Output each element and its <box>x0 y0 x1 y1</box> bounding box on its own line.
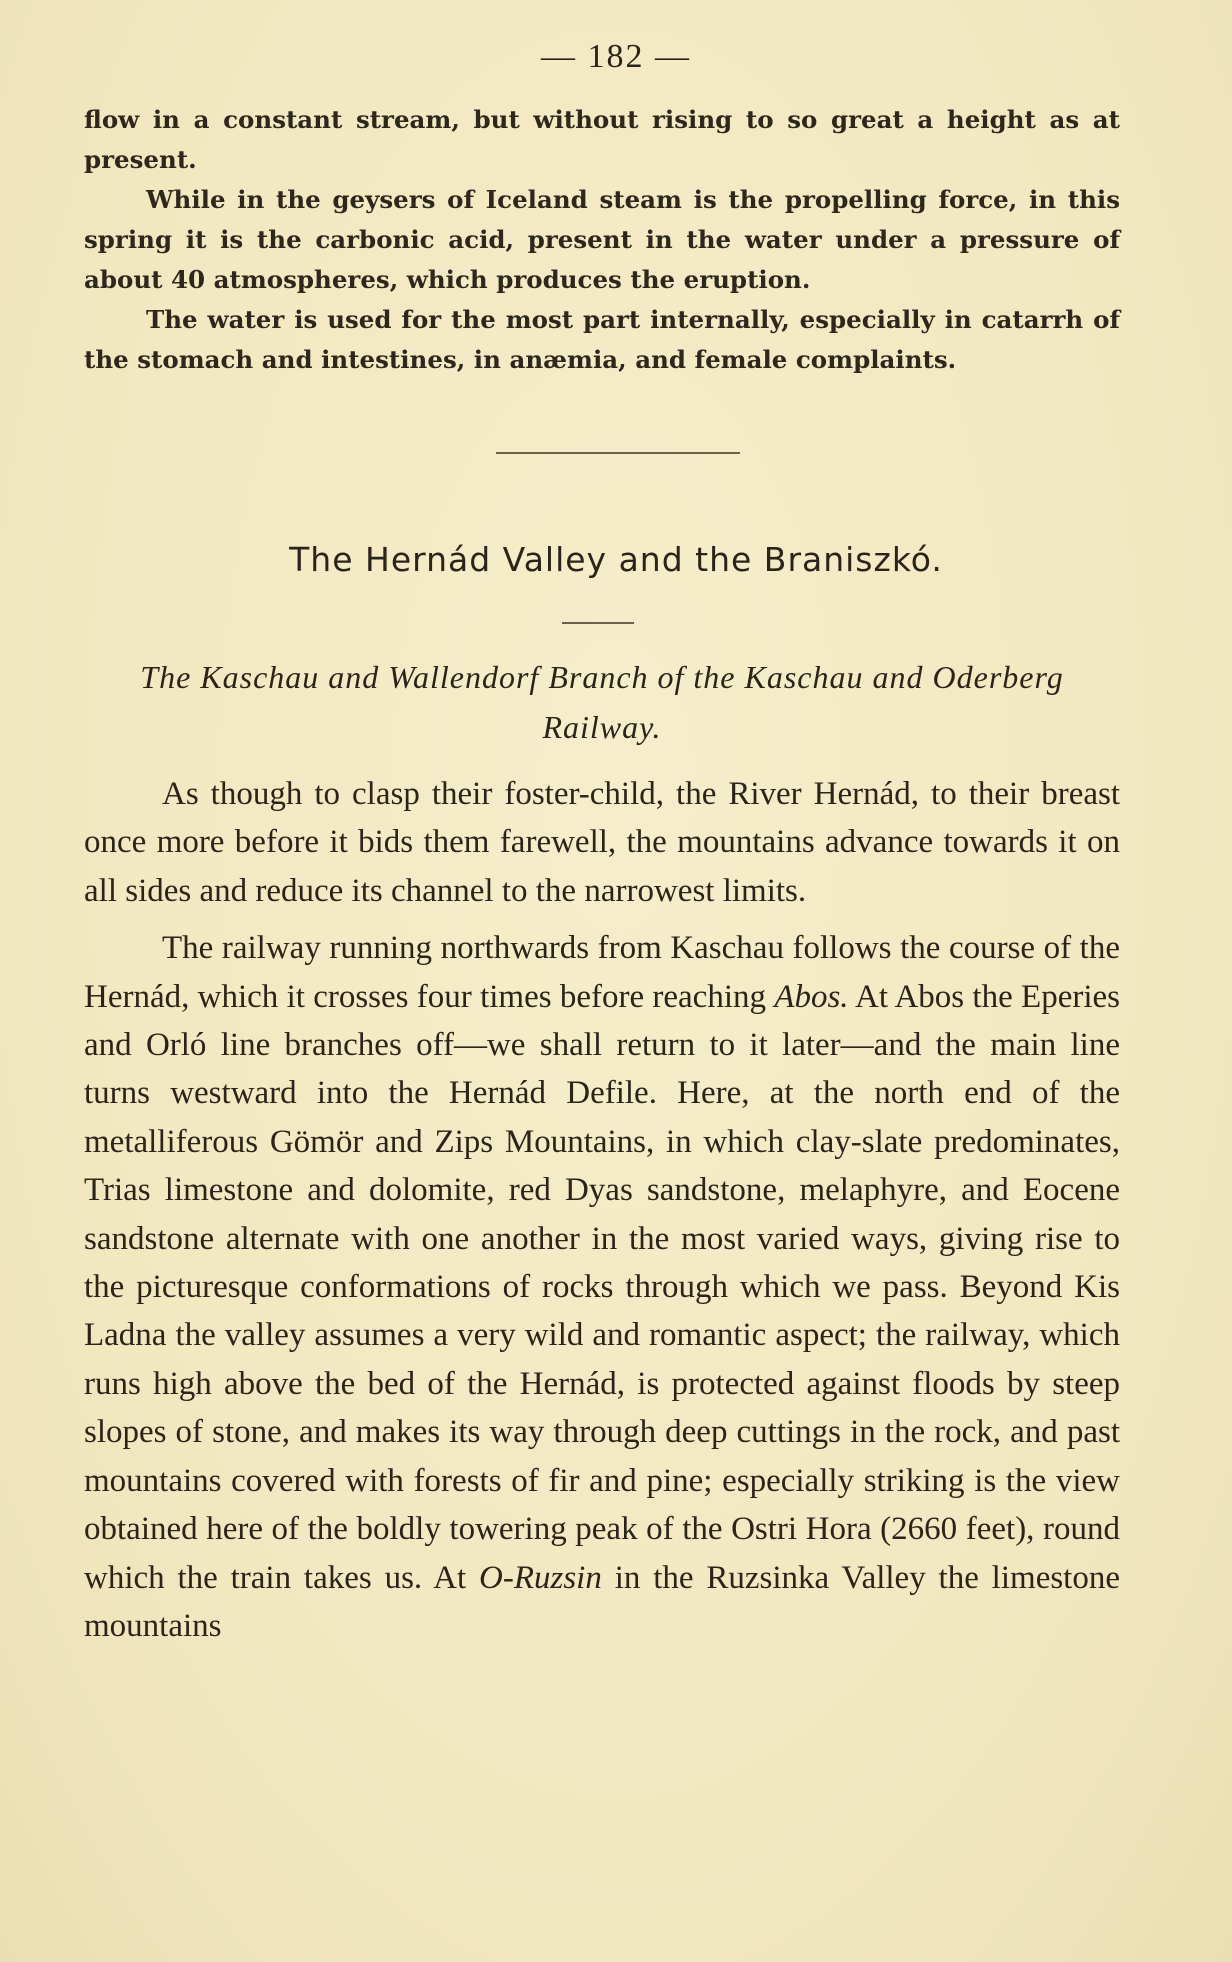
continued-text-block <box>84 100 1120 380</box>
page-number: — 182 — <box>541 38 691 75</box>
continued-paragraph: While in the geysers of Iceland steam is the propelling force, in this spring it is the carbonic acid, present in the water under a pressure of about 40 atmospheres, which produces the eruption. <box>84 185 1120 294</box>
section-subtitle: The Kaschau and Wallendorf Branch of the Kaschau and Oderberg Railway. <box>140 659 1064 745</box>
continued-paragraph: flow in a constant stream, but without rising to so great a height as at present. <box>84 105 1120 174</box>
place-name: Abos. <box>774 978 849 1015</box>
body-text: At Abos the Eperies and Orló line branches off—we shall return to it later—and the main line turns westward into the Hernád Defile. Here, at the north end of the metalliferous Gömör and Zips Mountains, in which clay-slate predominates, Trias limestone and dolomite, red Dyas sandstone, melaphyre, and Eocene sandstone alternate with one another in the most varied ways, giving rise to the picturesque conformations of rocks through which we pass. Beyond Kis Ladna the valley assumes a very wild and romantic aspect; the railway, which runs high above the bed of the Hernád, is protected against floods by steep slopes of stone, and makes its way through deep cuttings in the rock, and past mountains covered with forests of fir and pine; especially striking is the view obtained here of the boldly towering peak of the Ostri Hora (2660 feet), round which the train takes us. At <box>84 978 1120 1596</box>
body-paragraph <box>84 924 1120 1650</box>
title-underline <box>562 622 634 624</box>
body-paragraph: As though to clasp their foster-child, the River Hernád, to their breast once more before it bids them farewell, the mountains advance towards it on all sides and reduce its channel to the narrowest limits. <box>84 776 1120 909</box>
body-text: The railway running northwards from Kaschau follows the course of the Hernád, which it crosses four times before reaching <box>84 930 1120 1015</box>
section-divider <box>496 452 740 454</box>
continued-paragraph: The water is used for the most part internally, especially in catarrh of the stomach and intestines, in anæmia, and female complaints. <box>84 305 1120 374</box>
place-name: O-Ruzsin <box>479 1559 602 1596</box>
body-text: in the Ruzsinka Valley the limestone mountains <box>84 1559 1120 1644</box>
section-title: The Hernád Valley and the Braniszkó. <box>289 540 943 579</box>
main-text-block <box>84 770 1120 1659</box>
